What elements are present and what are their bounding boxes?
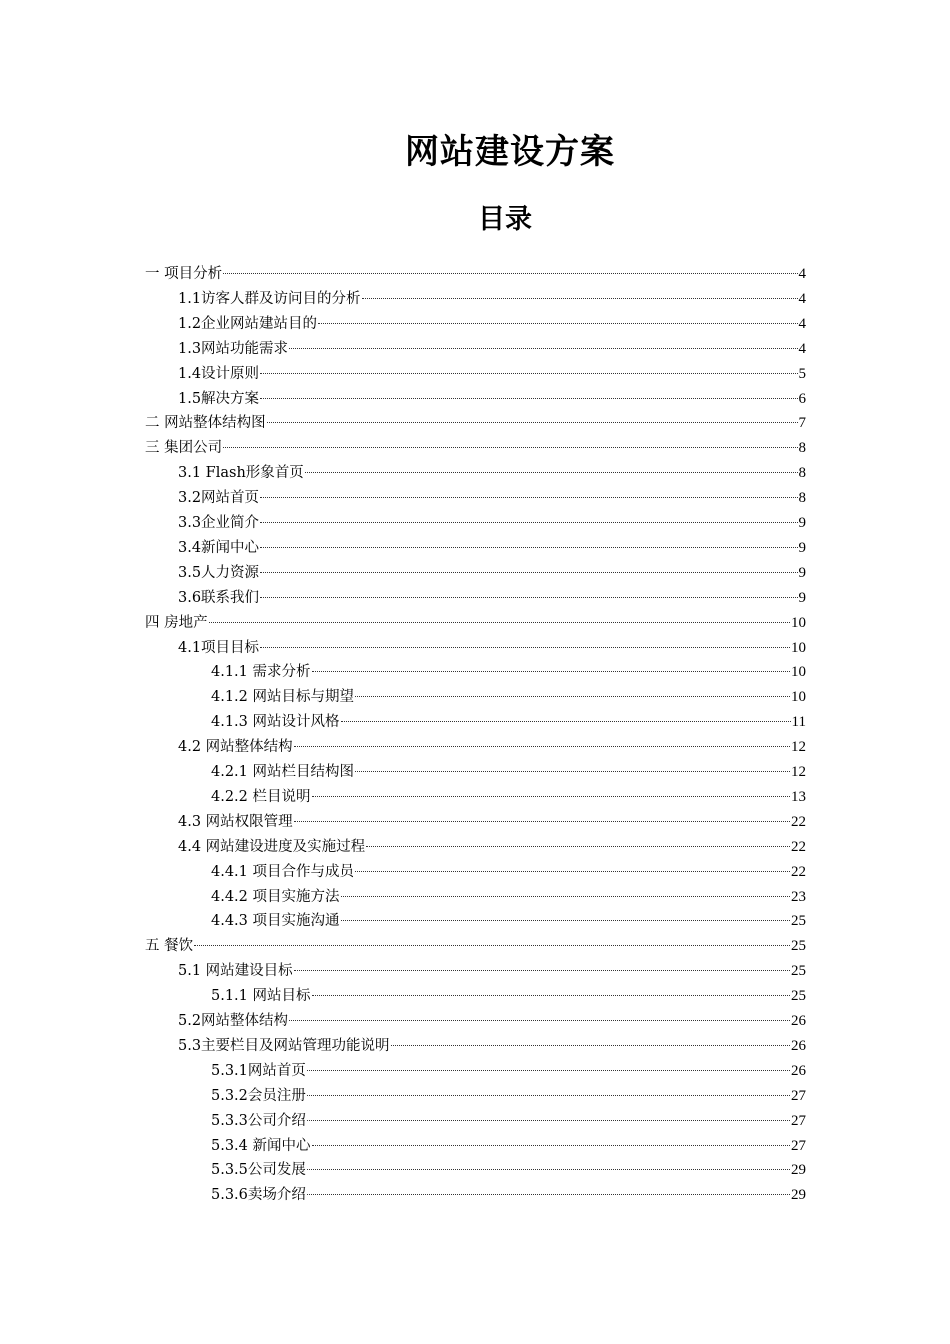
dot-leader — [355, 871, 790, 872]
toc-entry-page: 25 — [791, 938, 806, 955]
toc-entry[interactable] — [178, 561, 806, 586]
toc-entry[interactable] — [178, 536, 806, 561]
toc-entry-page: 29 — [791, 1162, 806, 1179]
toc-entry[interactable] — [178, 387, 806, 412]
toc-entry-label: 4.1.2 网站目标与期望 — [211, 689, 355, 706]
toc-entry[interactable] — [178, 735, 806, 760]
toc-entry[interactable] — [145, 411, 806, 436]
dot-leader — [289, 348, 797, 349]
toc-entry-page: 27 — [791, 1137, 806, 1154]
toc-entry-label: 5.3.4 新闻中心 — [211, 1137, 311, 1154]
dot-leader — [341, 896, 790, 897]
toc-entry-page: 22 — [791, 863, 806, 880]
toc-entry-page: 25 — [791, 963, 806, 980]
toc-entry[interactable] — [178, 287, 806, 312]
dot-leader — [307, 1070, 790, 1071]
dot-leader — [194, 945, 790, 946]
toc-entry-page: 26 — [791, 1013, 806, 1029]
toc-entry-page: 10 — [791, 614, 806, 631]
toc-entry[interactable] — [145, 436, 806, 461]
toc-entry[interactable] — [211, 1134, 806, 1159]
toc-entry-label: 二 网站整体结构图 — [145, 415, 266, 432]
dot-leader — [391, 1045, 790, 1046]
toc-entry-page: 22 — [791, 813, 806, 830]
toc-heading: 目录 — [478, 204, 532, 235]
toc-entry[interactable] — [211, 1109, 806, 1134]
toc-entry[interactable] — [211, 760, 806, 785]
toc-entry-label: 5.2网站整体结构 — [178, 1013, 289, 1029]
toc-entry-page: 4 — [798, 266, 806, 282]
toc-entry[interactable] — [178, 835, 806, 860]
toc-entry-page: 27 — [791, 1112, 806, 1129]
toc-entry[interactable] — [178, 636, 806, 661]
toc-entry-label: 4.1.3 网站设计风格 — [211, 714, 340, 731]
toc-entry-label: 4.2.2 栏目说明 — [211, 788, 311, 805]
dot-leader — [355, 696, 790, 697]
dot-leader — [209, 622, 790, 623]
dot-leader — [260, 522, 797, 523]
toc-entry[interactable] — [211, 909, 806, 934]
dot-leader — [223, 447, 797, 448]
toc-entry[interactable] — [211, 1183, 806, 1208]
toc-entry-page: 5 — [798, 365, 806, 382]
toc-entry-page: 11 — [791, 714, 806, 731]
toc-entry-page: 12 — [791, 739, 806, 756]
toc-entry-page: 10 — [791, 689, 806, 706]
toc-entry-label: 3.6联系我们 — [178, 589, 260, 606]
toc-entry[interactable] — [145, 934, 806, 959]
toc-entry-label: 4.1.1 需求分析 — [211, 664, 311, 681]
toc-entry[interactable] — [211, 1059, 806, 1084]
toc-entry-page: 27 — [791, 1087, 806, 1104]
toc-entry[interactable] — [211, 685, 806, 710]
toc-entry-page: 23 — [791, 888, 806, 905]
toc-entry-label: 3.5人力资源 — [178, 564, 260, 581]
dot-leader — [267, 422, 798, 423]
toc-entry[interactable] — [178, 959, 806, 984]
toc-entry-page: 4 — [798, 290, 806, 307]
dot-leader — [260, 497, 797, 498]
toc-entry-label: 1.3网站功能需求 — [178, 340, 289, 357]
dot-leader — [260, 398, 797, 399]
dot-leader — [366, 846, 790, 847]
dot-leader — [341, 920, 790, 921]
toc-entry-page: 8 — [798, 465, 806, 482]
dot-leader — [294, 821, 790, 822]
dot-leader — [312, 1145, 790, 1146]
toc-entry-label: 1.5解决方案 — [178, 390, 260, 407]
dot-leader — [312, 796, 790, 797]
toc-entry-page: 10 — [791, 664, 806, 681]
dot-leader — [305, 472, 798, 473]
toc-entry-page: 26 — [791, 1037, 806, 1054]
toc-entry[interactable] — [178, 312, 806, 337]
toc-entry-label: 5.3.3公司介绍 — [211, 1112, 306, 1129]
toc-entry-label: 3.3企业简介 — [178, 515, 260, 531]
toc-entry-page: 10 — [791, 639, 806, 656]
toc-entry-label: 4.1项目目标 — [178, 639, 260, 656]
toc-entry-label: 3.1 Flash形象首页 — [178, 465, 304, 482]
toc-entry-page: 8 — [798, 490, 806, 507]
toc-entry-page: 13 — [791, 788, 806, 805]
toc-entry-label: 3.4新闻中心 — [178, 539, 260, 556]
toc-entry-label: 5.3.5公司发展 — [211, 1162, 306, 1179]
toc-entry-page: 12 — [791, 764, 806, 780]
toc-entry-page: 22 — [791, 838, 806, 855]
toc-entry[interactable] — [211, 710, 806, 735]
toc-entry[interactable] — [211, 885, 806, 910]
toc-entry[interactable] — [211, 1158, 806, 1183]
dot-leader — [307, 1120, 790, 1121]
toc-entry-label: 1.4设计原则 — [178, 365, 260, 382]
toc-entry-label: 一 项目分析 — [145, 266, 223, 282]
toc-entry-label: 4.4.2 项目实施方法 — [211, 888, 340, 905]
toc-entry-label: 4.4.1 项目合作与成员 — [211, 863, 355, 880]
dot-leader — [312, 671, 790, 672]
toc-entry-label: 5.3.2会员注册 — [211, 1087, 306, 1104]
dot-leader — [294, 746, 790, 747]
toc-entry-page: 4 — [798, 315, 806, 332]
toc-entry[interactable] — [145, 611, 806, 636]
toc-entry-page: 9 — [798, 515, 806, 531]
toc-entry-page: 9 — [798, 539, 806, 556]
toc-entry[interactable] — [178, 1009, 806, 1034]
toc-entry[interactable] — [211, 860, 806, 885]
toc-entry-label: 4.2.1 网站栏目结构图 — [211, 764, 355, 780]
toc-entry[interactable] — [178, 810, 806, 835]
toc-entry-label: 4.4 网站建设进度及实施过程 — [178, 838, 366, 855]
toc-entry[interactable] — [211, 785, 806, 810]
toc-entry[interactable] — [178, 337, 806, 362]
toc-entry-label: 5.3主要栏目及网站管理功能说明 — [178, 1037, 390, 1054]
toc-entry[interactable] — [178, 586, 806, 611]
toc-entry[interactable] — [178, 362, 806, 387]
dot-leader — [355, 771, 790, 772]
toc-entry-label: 4.2 网站整体结构 — [178, 739, 293, 756]
dot-leader — [260, 572, 797, 573]
dot-leader — [307, 1194, 790, 1195]
toc-entry-page: 29 — [791, 1187, 806, 1204]
toc-entry-page: 26 — [791, 1062, 806, 1079]
toc-entry-label: 五 餐饮 — [145, 938, 194, 955]
toc-entry[interactable] — [211, 984, 806, 1009]
toc-entry[interactable] — [211, 660, 806, 685]
toc-entry-label: 5.1.1 网站目标 — [211, 988, 311, 1005]
dot-leader — [289, 1020, 790, 1021]
dot-leader — [260, 547, 797, 548]
toc-entry-page: 8 — [798, 440, 806, 457]
dot-leader — [307, 1169, 790, 1170]
toc-entry-label: 5.3.6卖场介绍 — [211, 1187, 306, 1204]
toc-entry-page: 9 — [798, 589, 806, 606]
toc-entry-label: 四 房地产 — [145, 614, 208, 631]
toc-entry-page: 6 — [798, 390, 806, 407]
toc-entry-page: 25 — [791, 913, 806, 930]
toc-entry-label: 5.3.1网站首页 — [211, 1062, 306, 1079]
document-title: 网站建设方案 — [405, 132, 615, 172]
dot-leader — [223, 273, 797, 274]
dot-leader — [307, 1095, 790, 1096]
toc-entry[interactable] — [178, 1034, 806, 1059]
dot-leader — [260, 647, 790, 648]
dot-leader — [294, 970, 790, 971]
dot-leader — [312, 995, 790, 996]
toc-entry-label: 5.1 网站建设目标 — [178, 963, 293, 980]
toc-entry-page: 9 — [798, 564, 806, 581]
toc-entry-label: 3.2网站首页 — [178, 490, 260, 507]
toc-entry[interactable] — [178, 511, 806, 536]
toc-entry-label: 三 集团公司 — [145, 440, 223, 457]
toc-entry[interactable] — [145, 262, 806, 287]
toc-entry[interactable] — [211, 1084, 806, 1109]
dot-leader — [341, 721, 791, 722]
toc-entry-page: 4 — [798, 340, 806, 357]
toc-entry[interactable] — [178, 461, 806, 486]
toc-entry[interactable] — [178, 486, 806, 511]
toc-entry-label: 4.4.3 项目实施沟通 — [211, 913, 340, 930]
toc-entry-page: 7 — [798, 415, 806, 432]
dot-leader — [260, 597, 797, 598]
toc-entry-label: 1.1访客人群及访问目的分析 — [178, 290, 361, 307]
dot-leader — [362, 298, 798, 299]
toc-entry-label: 1.2企业网站建站目的 — [178, 315, 318, 332]
dot-leader — [318, 323, 797, 324]
dot-leader — [260, 373, 797, 374]
toc-entry-page: 25 — [791, 988, 806, 1005]
toc-entry-label: 4.3 网站权限管理 — [178, 813, 293, 830]
